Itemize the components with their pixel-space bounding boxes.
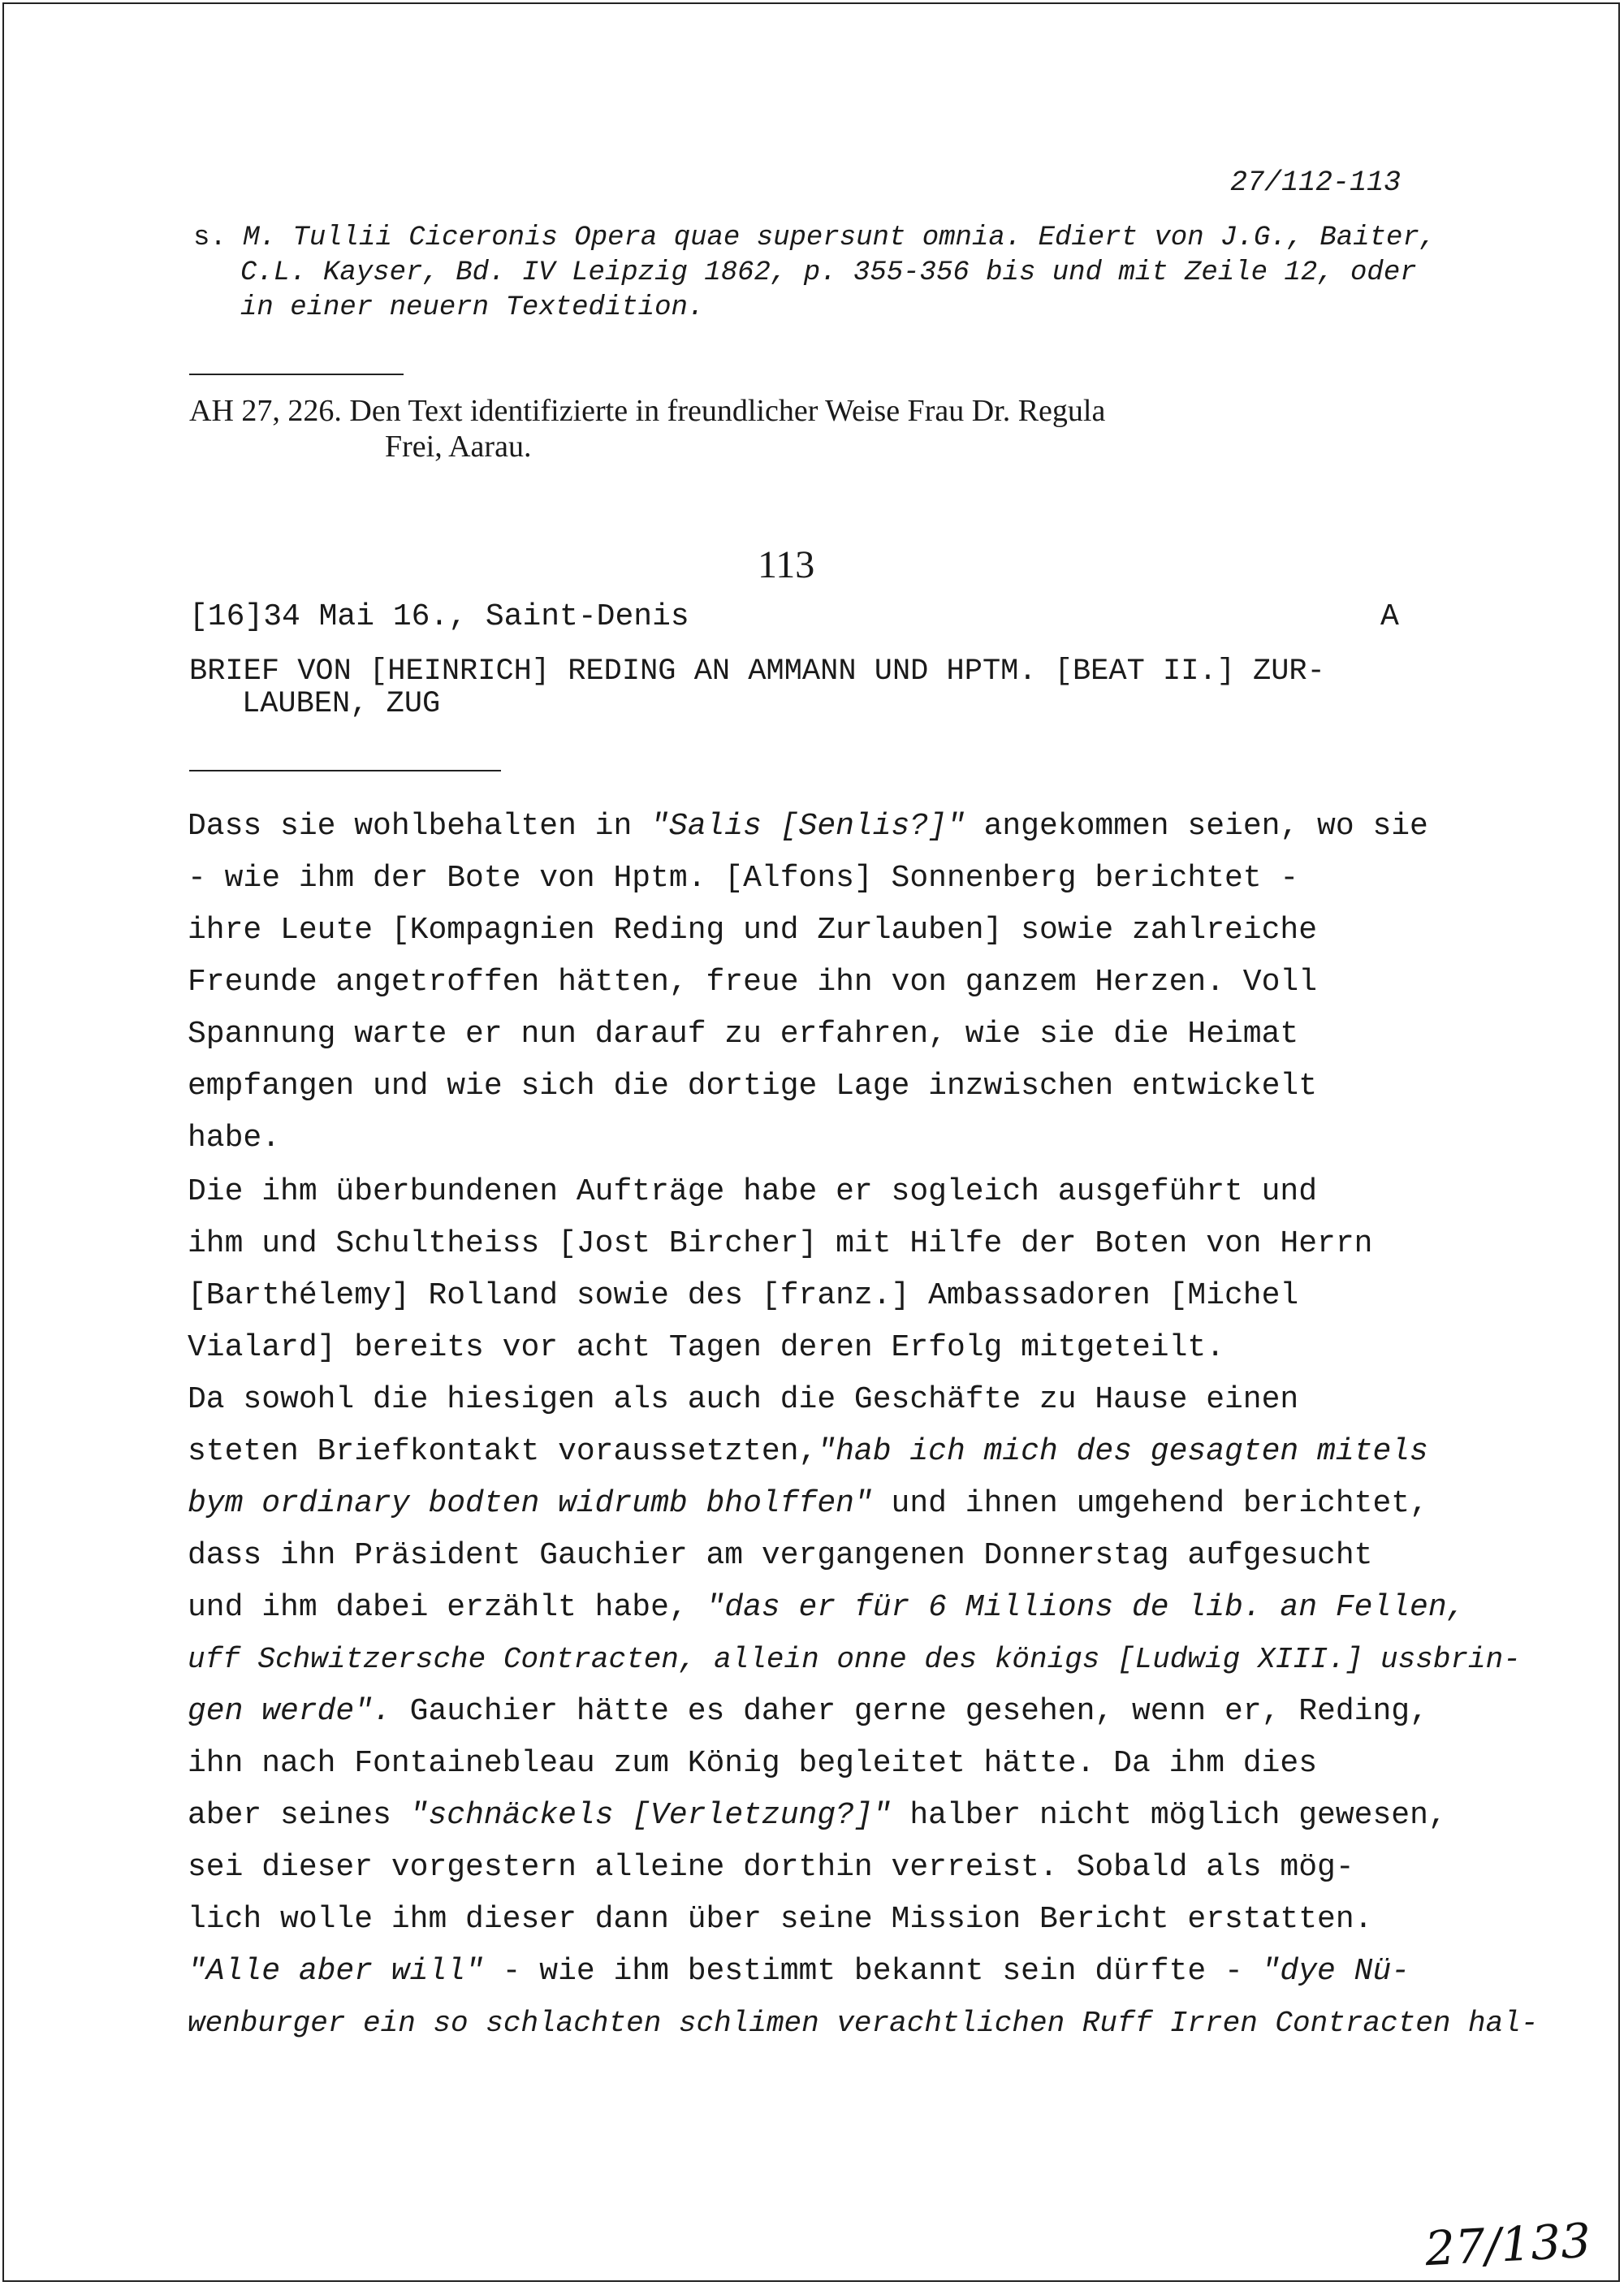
body-line: Freunde angetroffen hätten, freue ihn von ganzem Herzen. Voll: [188, 965, 1318, 1000]
note-line: [193, 221, 1436, 256]
body-line: - wie ihm der Bote von Hptm. [Alfons] Sonnenberg berichtet -: [188, 861, 1299, 896]
archive-note-line: AH 27, 226. Den Text identifizierte in freundlicher Weise Frau Dr. Regula: [189, 394, 1106, 428]
date-place: [16]34 Mai 16., Saint-Denis: [189, 599, 689, 634]
body-line: ihn nach Fontainebleau zum König begleitet hätte. Da ihm dies: [188, 1746, 1318, 1781]
document-number: 113: [758, 543, 815, 586]
body-line: sei dieser vorgestern alleine dorthin verreist. Sobald als mög-: [188, 1850, 1354, 1885]
note-line: C.L. Kayser, Bd. IV Leipzig 1862, p. 355-356 bis und mit Zeile 12, oder: [240, 257, 1417, 288]
body-line: habe.: [188, 1121, 281, 1156]
body-line: uff Schwitzersche Contracten, allein onne des königs [Ludwig XIII.] ussbrin-: [188, 1643, 1521, 1676]
note-citation: M. Tullii Ciceronis Opera quae supersunt omnia. Ediert von J.G., Baiter,: [243, 223, 1436, 253]
body-line: aber seines "schnäckels [Verletzung?]" halber nicht möglich gewesen,: [188, 1798, 1447, 1833]
body-line: empfangen und wie sich die dortige Lage inzwischen entwickelt: [188, 1069, 1318, 1104]
page-reference: 27/112-113: [1230, 166, 1402, 199]
copy-type: A: [1380, 599, 1399, 634]
body-line: Dass sie wohlbehalten in "Salis [Senlis?]" angekommen seien, wo sie: [188, 809, 1428, 844]
note-prefix: s.: [193, 223, 244, 253]
body-line: Spannung warte er nun darauf zu erfahren, wie sie die Heimat: [188, 1017, 1299, 1052]
handwritten-page-number: 27/133: [1423, 2212, 1592, 2277]
body-line: steten Briefkontakt voraussetzten,"hab ich mich des gesagten mitels: [188, 1434, 1428, 1469]
divider: [189, 374, 404, 375]
body-line: wenburger ein so schlachten schlimen verachtlichen Ruff Irren Contracten hal-: [188, 2007, 1539, 2040]
body-line: [Barthélemy] Rolland sowie des [franz.] Ambassadoren [Michel: [188, 1278, 1299, 1313]
letter-title-line: BRIEF VON [HEINRICH] REDING AN AMMANN UND HPTM. [BEAT II.] ZUR-: [189, 655, 1325, 689]
body-line: bym ordinary bodten widrumb bholffen" und ihnen umgehend berichtet,: [188, 1486, 1428, 1521]
body-line: "Alle aber will" - wie ihm bestimmt bekannt sein dürfte - "dye Nü-: [188, 1954, 1410, 1989]
body-line: Die ihm überbundenen Aufträge habe er sogleich ausgeführt und: [188, 1174, 1318, 1209]
body-line: dass ihn Präsident Gauchier am vergangenen Donnerstag aufgesucht: [188, 1538, 1373, 1573]
divider: [189, 770, 501, 771]
body-line: Vialard] bereits vor acht Tagen deren Erfolg mitgeteilt.: [188, 1330, 1225, 1365]
body-line: ihm und Schultheiss [Jost Bircher] mit Hilfe der Boten von Herrn: [188, 1226, 1373, 1261]
body-line: Da sowohl die hiesigen als auch die Geschäfte zu Hause einen: [188, 1382, 1299, 1417]
letter-title-line: LAUBEN, ZUG: [242, 687, 441, 721]
body-line: und ihm dabei erzählt habe, "das er für 6 Millions de lib. an Fellen,: [188, 1590, 1466, 1625]
note-line: in einer neuern Textedition.: [240, 292, 705, 323]
body-line: lich wolle ihm dieser dann über seine Mission Bericht erstatten.: [188, 1902, 1373, 1937]
body-line: gen werde". Gauchier hätte es daher gerne gesehen, wenn er, Reding,: [188, 1694, 1428, 1729]
archive-note-line: Frei, Aarau.: [385, 430, 532, 464]
body-line: ihre Leute [Kompagnien Reding und Zurlauben] sowie zahlreiche: [188, 913, 1318, 948]
